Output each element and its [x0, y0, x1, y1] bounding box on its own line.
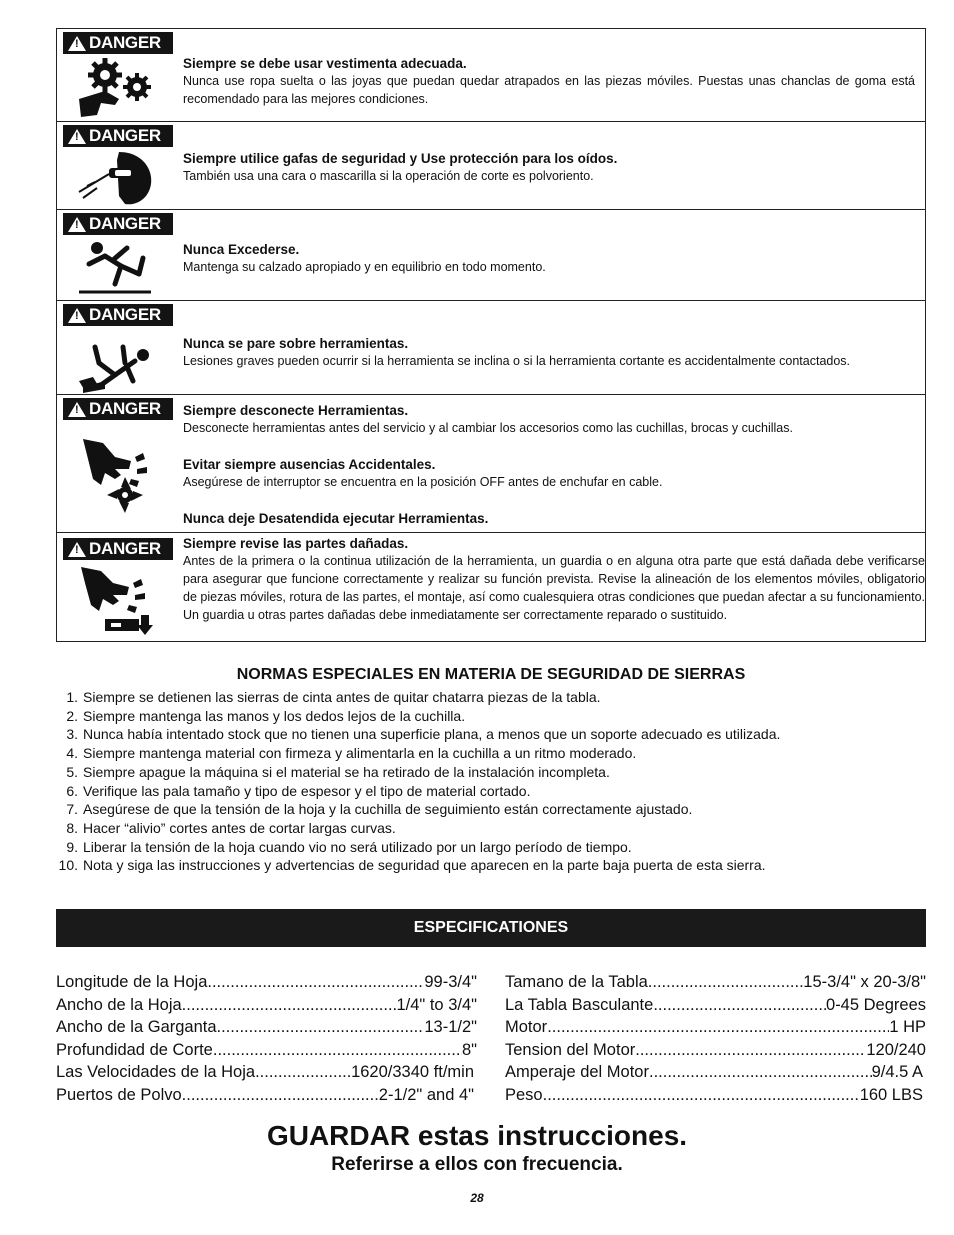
warning-triangle-icon — [68, 36, 86, 51]
warning-triangle-icon — [68, 542, 86, 557]
danger-badge: ! DANGER — [63, 304, 173, 326]
spec-row: Amperaje del Motor ..... 9/4.5 A — [505, 1061, 923, 1084]
spec-row: La Tabla Basculante ..... 0-45 Degrees — [505, 994, 926, 1017]
hand-blade-disconnect-icon — [75, 433, 155, 523]
danger-row-standing-on-tools — [57, 301, 925, 395]
danger-title: Siempre revise las partes dañadas. — [183, 536, 409, 551]
save-instructions-heading: GUARDAR estas instrucciones. — [266, 1120, 688, 1151]
spec-row: Motor ..... 1 HP — [505, 1016, 926, 1039]
danger-badge: ! DANGER — [63, 125, 173, 147]
danger-body: Asegúrese de interruptor se encuentra en la posición OFF antes de enchufar en cable. — [183, 475, 663, 489]
danger-body: Desconecte herramientas antes del servicio y al cambiar los accesorios como las cuchillas, brocas y cuchillas. — [183, 421, 793, 435]
danger-title: Nunca se pare sobre herramientas. — [183, 336, 409, 351]
refer-subheading: Referirse a ellos con frecuencia. — [331, 1154, 623, 1175]
list-item: 4. Siempre mantenga material con firmeza y alimentarla en la cuchilla a un ritmo moderado. — [66, 745, 637, 762]
specs-right-column — [505, 971, 926, 1106]
list-item: 7. Asegúrese de que la tensión de la hoja y la cuchilla de seguimiento están correctamente ajustado. — [66, 801, 693, 818]
warning-triangle-icon — [68, 217, 86, 232]
danger-title: Siempre utilice gafas de seguridad y Use protección para los oídos. — [183, 151, 618, 166]
list-item: 2. Siempre mantenga las manos y los dedos lejos de la cuchilla. — [66, 707, 466, 724]
saw-safety-rules-list — [56, 688, 926, 875]
entanglement-gears-icon — [75, 55, 155, 123]
danger-text — [183, 335, 915, 370]
danger-row-damaged-parts — [57, 533, 925, 641]
danger-badge: ! DANGER — [63, 213, 173, 235]
danger-row-overreach — [57, 210, 925, 301]
danger-title: Nunca deje Desatendida ejecutar Herramientas. — [183, 511, 489, 526]
danger-row-eye-protection — [57, 122, 925, 210]
list-item: 6. Verifique las pala tamaño y tipo de espesor y el tipo de material cortado. — [66, 782, 531, 799]
danger-title: Evitar siempre ausencias Accidentales. — [183, 457, 436, 472]
spec-row: Peso ..... 160 LBS — [505, 1084, 923, 1107]
danger-badge: ! DANGER — [63, 538, 173, 560]
list-item: 3. Nunca había intentado stock que no tienen una superficie plana, a menos que un soporte adecuado es utilizada. — [66, 726, 781, 743]
specifications-header: ESPECIFICATIONES — [56, 909, 926, 947]
spec-row: Tamano de la Tabla ..... 15-3/4" x 20-3/8" — [505, 971, 926, 994]
spec-row: Tension del Motor ..... 120/240 — [505, 1039, 926, 1062]
spec-row: Las Velocidades de la Hoja ..... 1620/3340 ft/min — [56, 1061, 474, 1084]
danger-body: También usa una cara o mascarilla si la operación de corte es polvoriento. — [183, 169, 594, 183]
spec-row: Ancho de la Garganta ..... 13-1/2" — [56, 1016, 477, 1039]
danger-badge: ! DANGER — [63, 398, 173, 420]
danger-title: Siempre desconecte Herramientas. — [183, 403, 409, 418]
list-item: 5. Siempre apague la máquina si el material se ha retirado de la instalación incompleta. — [66, 763, 610, 780]
danger-body: Nunca use ropa suelta o las joyas que puedan quedar atrapados en las piezas móviles. Puestas unas chanclas de goma está recomendado para las mejores condiciones. — [183, 74, 915, 106]
danger-text — [183, 55, 915, 108]
danger-title: Nunca Excederse. — [183, 242, 300, 257]
danger-title: Siempre se debe usar vestimenta adecuada. — [183, 56, 467, 71]
danger-warnings-table — [56, 28, 926, 642]
danger-badge: ! DANGER — [63, 32, 173, 54]
danger-row-clothing — [57, 29, 925, 122]
tool-fall-icon — [75, 327, 155, 395]
hand-blade-damaged-icon — [75, 563, 155, 637]
warning-triangle-icon — [68, 308, 86, 323]
page-number: 28 — [470, 1191, 484, 1205]
danger-body: Lesiones graves pueden ocurrir si la herramienta se inclina o si la herramienta cortante es accidentalmente contactados. — [183, 354, 851, 368]
danger-text — [183, 150, 915, 185]
face-shield-goggles-icon — [75, 148, 155, 216]
list-item: 1. Siempre se detienen las sierras de cinta antes de quitar chatarra piezas de la tabla. — [66, 689, 601, 705]
warning-triangle-icon — [68, 402, 86, 417]
danger-text — [183, 402, 915, 527]
saw-safety-rules-heading: NORMAS ESPECIALES EN MATERIA DE SEGURIDAD DE SIERRAS — [236, 666, 746, 683]
danger-body: Mantenga su calzado apropiado y en equilibrio en todo momento. — [183, 260, 546, 274]
spec-row: Profundidad de Corte ..... 8" — [56, 1039, 477, 1062]
danger-row-disconnect — [57, 395, 925, 533]
slip-fall-icon — [75, 234, 155, 302]
list-item: 10. Nota y siga las instrucciones y advertencias de seguridad que aparecen en la parte baja puerta de esta sierra. — [58, 857, 766, 874]
specs-left-column — [56, 971, 477, 1106]
danger-text — [183, 241, 915, 276]
warning-triangle-icon — [68, 129, 86, 144]
list-item: 8. Hacer “alivio” cortes antes de cortar largas curvas. — [66, 819, 396, 836]
spec-row: Puertos de Polvo ..... 2-1/2" and 4" — [56, 1084, 474, 1107]
spec-row: Ancho de la Hoja ..... 1/4" to 3/4" — [56, 994, 477, 1017]
danger-text — [183, 535, 925, 624]
danger-body: Antes de la primera o la continua utilización de la herramienta, un guardia o en alguna otra parte que está dañada debe verificarse para asegurar que funcione correctamente y realizar su función prevista. Revise la alineación de los elementos móviles, obligatorio de piezas móviles, rotura de las partes, el montaje, así como cualesquiera otras condiciones que puedan afectar a su funcionamiento. Un guardia u otras partes dañadas debe inmediatamente ser correctamente reparado o sustituido. — [183, 554, 925, 622]
list-item: 9. Liberar la tensión de la hoja cuando vio no será utilizado por un largo período de tiempo. — [66, 838, 632, 855]
spec-row: Longitude de la Hoja ..... 99-3/4" — [56, 971, 477, 994]
